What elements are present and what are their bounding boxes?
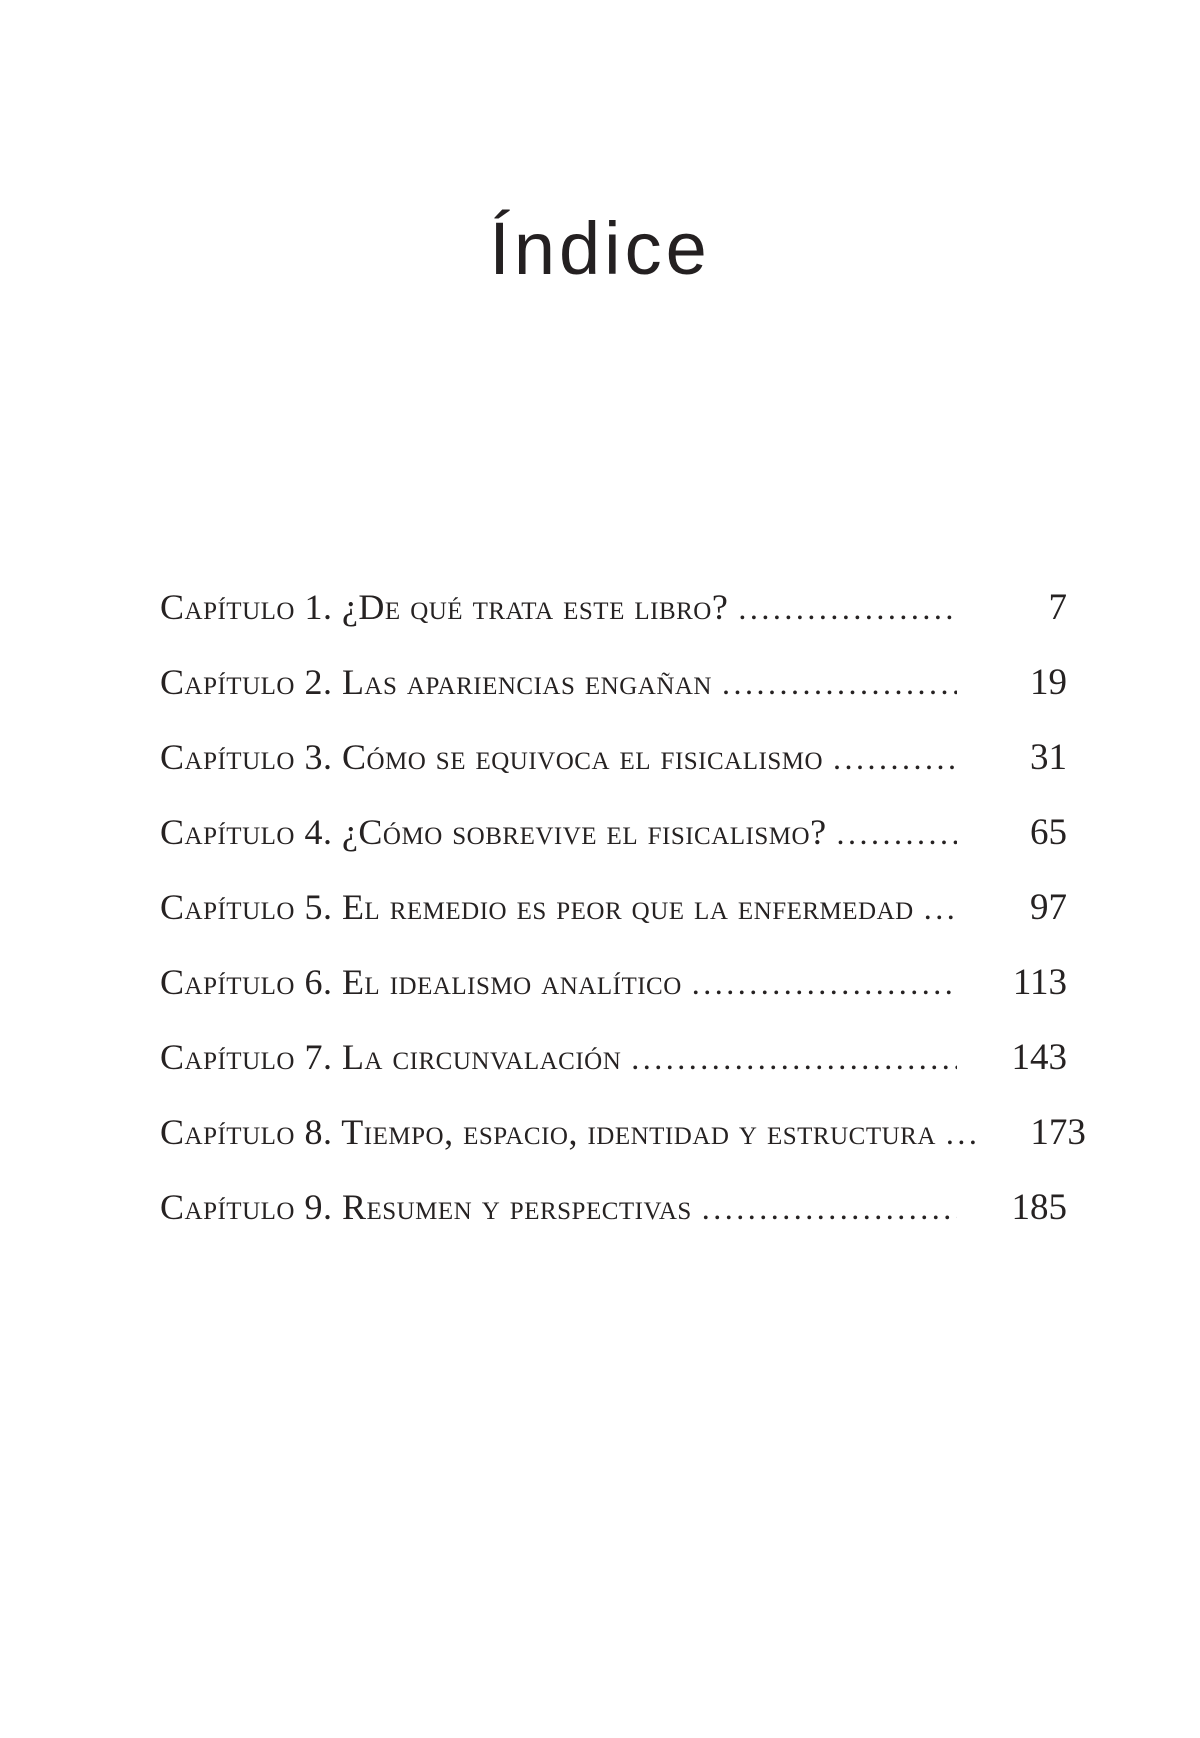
page-number: 143 bbox=[1011, 1037, 1067, 1079]
toc-entry bbox=[160, 737, 1067, 779]
toc-entry-label: Capítulo 5. El remedio es peor que la enfermedad bbox=[160, 887, 914, 928]
toc-entry bbox=[160, 962, 1067, 1004]
toc-entry bbox=[160, 587, 1067, 629]
dot-leader bbox=[631, 1039, 957, 1075]
page-number: 113 bbox=[1012, 962, 1067, 1004]
table-of-contents bbox=[0, 587, 1200, 1229]
dot-leader bbox=[738, 589, 957, 625]
toc-entry bbox=[160, 812, 1067, 854]
dot-leader bbox=[837, 814, 957, 850]
dot-leader bbox=[702, 1189, 957, 1225]
dot-leader bbox=[924, 889, 957, 925]
toc-entry bbox=[160, 1037, 1067, 1079]
toc-entry bbox=[160, 1112, 1086, 1154]
toc-entry-label: Capítulo 1. ¿De qué trata este libro? bbox=[160, 587, 729, 628]
dot-leader bbox=[722, 664, 957, 700]
toc-entry-label: Capítulo 2. Las apariencias engañan bbox=[160, 662, 712, 703]
page-number: 185 bbox=[1011, 1187, 1067, 1229]
toc-entry-label: Capítulo 6. El idealismo analítico bbox=[160, 962, 682, 1003]
page-number: 97 bbox=[1030, 887, 1067, 929]
page-title: Índice bbox=[489, 207, 711, 290]
toc-entry bbox=[160, 887, 1067, 929]
dot-leader bbox=[833, 739, 957, 775]
page-number: 19 bbox=[1030, 662, 1067, 704]
page-number: 173 bbox=[1030, 1112, 1086, 1154]
page-number: 65 bbox=[1030, 812, 1067, 854]
toc-entry bbox=[160, 1187, 1067, 1229]
toc-entry-label: Capítulo 8. Tiempo, espacio, identidad y estructura bbox=[160, 1112, 936, 1153]
toc-entry-label: Capítulo 7. La circunvalación bbox=[160, 1037, 622, 1078]
page-number: 31 bbox=[1030, 737, 1067, 779]
page-number: 7 bbox=[1048, 587, 1067, 629]
toc-entry bbox=[160, 662, 1067, 704]
toc-entry-label: Capítulo 9. Resumen y perspectivas bbox=[160, 1187, 692, 1228]
dot-leader bbox=[946, 1114, 976, 1150]
toc-entry-label: Capítulo 3. Cómo se equivoca el fisicalismo bbox=[160, 737, 824, 778]
dot-leader bbox=[692, 964, 957, 1000]
toc-entry-label: Capítulo 4. ¿Cómo sobrevive el fisicalismo? bbox=[160, 812, 827, 853]
